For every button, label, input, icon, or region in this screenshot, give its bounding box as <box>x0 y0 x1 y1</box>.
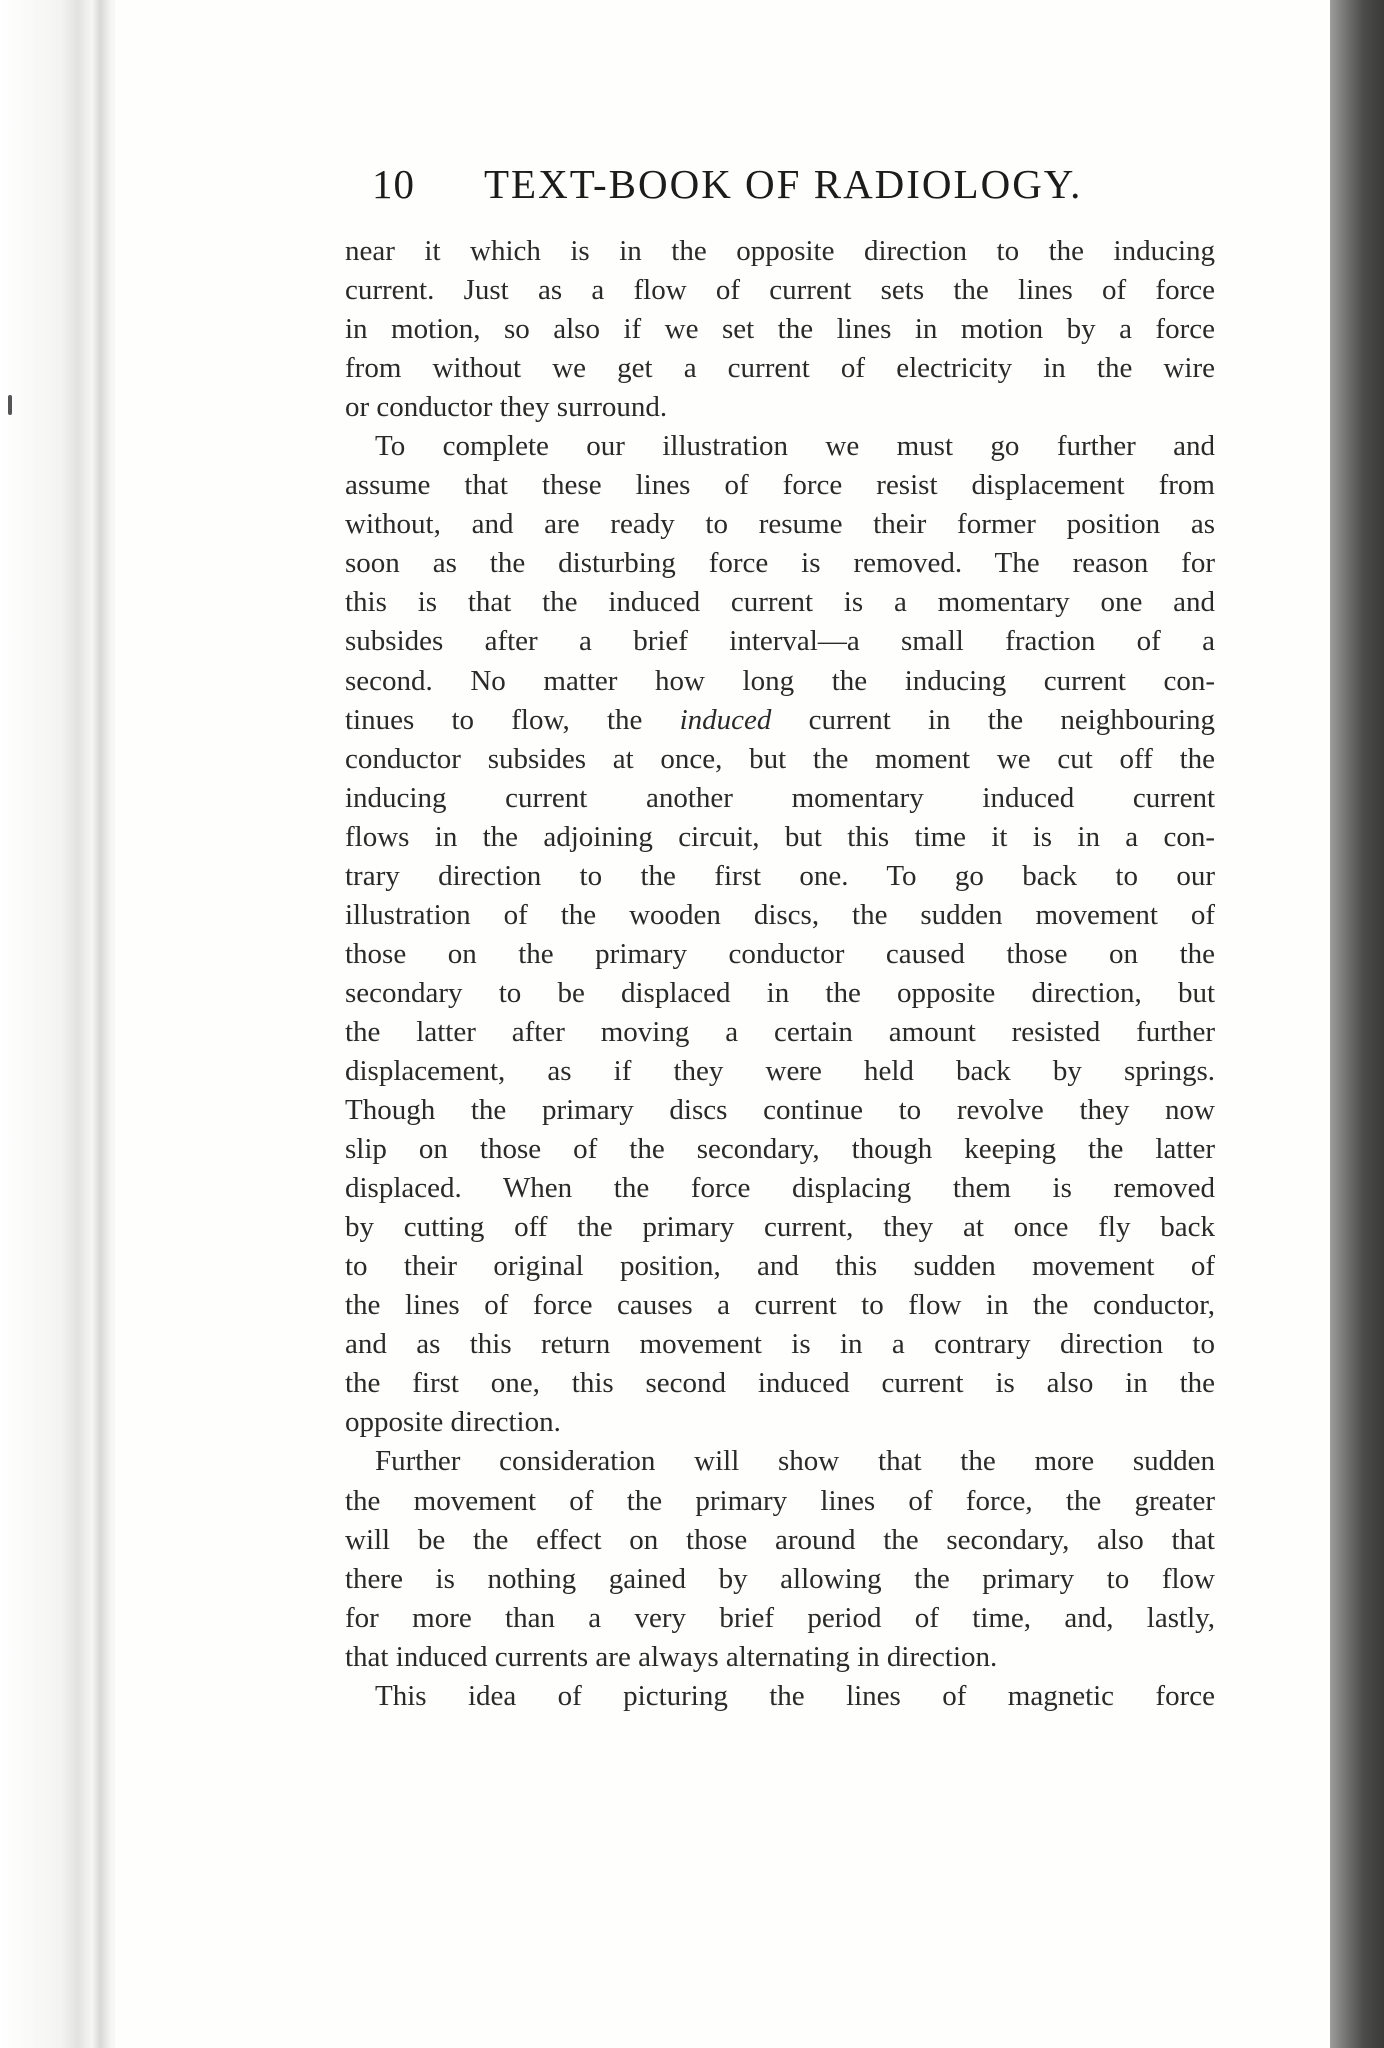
text-line: this is that the induced current is a momentary one and <box>345 586 1215 619</box>
text-line: to their original position, and this sudden movement of <box>345 1250 1215 1283</box>
text-line: the first one, this second induced current is also in the <box>345 1367 1215 1400</box>
text-line: secondary to be displaced in the opposite direction, but <box>345 976 1215 1009</box>
text-fragment: current in the neighbouring <box>808 703 1215 736</box>
text-line: or conductor they surround. <box>345 391 668 424</box>
text-line: in motion, so also if we set the lines in motion by a force <box>345 313 1215 346</box>
text-line: there is nothing gained by allowing the primary to flow <box>345 1562 1215 1595</box>
text-line: This idea of picturing the lines of magnetic force <box>375 1679 1215 1712</box>
text-line <box>345 701 1215 740</box>
text-line: the latter after moving a certain amount resisted further <box>345 1015 1215 1048</box>
text-line: slip on those of the secondary, though keeping the latter <box>345 1133 1215 1166</box>
margin-mark <box>8 395 12 415</box>
text-line: second. No matter how long the inducing current con- <box>345 664 1215 697</box>
text-line: opposite direction. <box>345 1406 561 1439</box>
text-line: To complete our illustration we must go further and <box>375 430 1215 463</box>
text-line: that induced currents are always alternating in direction. <box>345 1640 998 1673</box>
page-shadow-edge <box>1330 0 1384 2048</box>
book-spine-edge <box>0 0 115 2048</box>
text-line: Further consideration will show that the more sudden <box>375 1445 1215 1478</box>
text-line: conductor subsides at once, but the moment we cut off the <box>345 742 1215 775</box>
text-line: near it which is in the opposite direction to the inducing <box>345 235 1215 267</box>
text-line: the lines of force causes a current to flow in the conductor, <box>345 1289 1215 1322</box>
page-number: 10 <box>372 161 415 207</box>
text-line: displacement, as if they were held back by springs. <box>345 1054 1215 1087</box>
text-line: those on the primary conductor caused those on the <box>345 937 1215 970</box>
text-line: illustration of the wooden discs, the sudden movement of <box>345 898 1215 931</box>
page-header <box>372 160 1132 220</box>
text-line: assume that these lines of force resist displacement from <box>345 469 1215 502</box>
text-line: for more than a very brief period of time, and, lastly, <box>345 1601 1215 1634</box>
running-title: TEXT-BOOK OF RADIOLOGY. <box>484 161 1083 207</box>
text-line: soon as the disturbing force is removed. The reason for <box>345 547 1215 580</box>
text-fragment: tinues to flow, the <box>345 703 643 736</box>
text-line: without, and are ready to resume their former position as <box>345 508 1215 541</box>
text-line: will be the effect on those around the secondary, also that <box>345 1523 1215 1556</box>
body-text <box>345 232 1215 1716</box>
text-line: the movement of the primary lines of force, the greater <box>345 1484 1215 1517</box>
text-line: subsides after a brief interval—a small fraction of a <box>345 625 1215 658</box>
text-line: from without we get a current of electricity in the wire <box>345 352 1215 385</box>
text-line: by cutting off the primary current, they at once fly back <box>345 1211 1215 1244</box>
text-line: displaced. When the force displacing them is removed <box>345 1172 1215 1205</box>
text-line: current. Just as a flow of current sets the lines of force <box>345 274 1215 307</box>
text-line: Though the primary discs continue to revolve they now <box>345 1094 1215 1127</box>
text-line: trary direction to the first one. To go back to our <box>345 859 1215 892</box>
text-line: and as this return movement is in a contrary direction to <box>345 1328 1215 1361</box>
text-line: flows in the adjoining circuit, but this time it is in a con- <box>345 820 1215 853</box>
text-line: inducing current another momentary induced current <box>345 781 1215 814</box>
emphasized-word: induced <box>679 703 772 736</box>
